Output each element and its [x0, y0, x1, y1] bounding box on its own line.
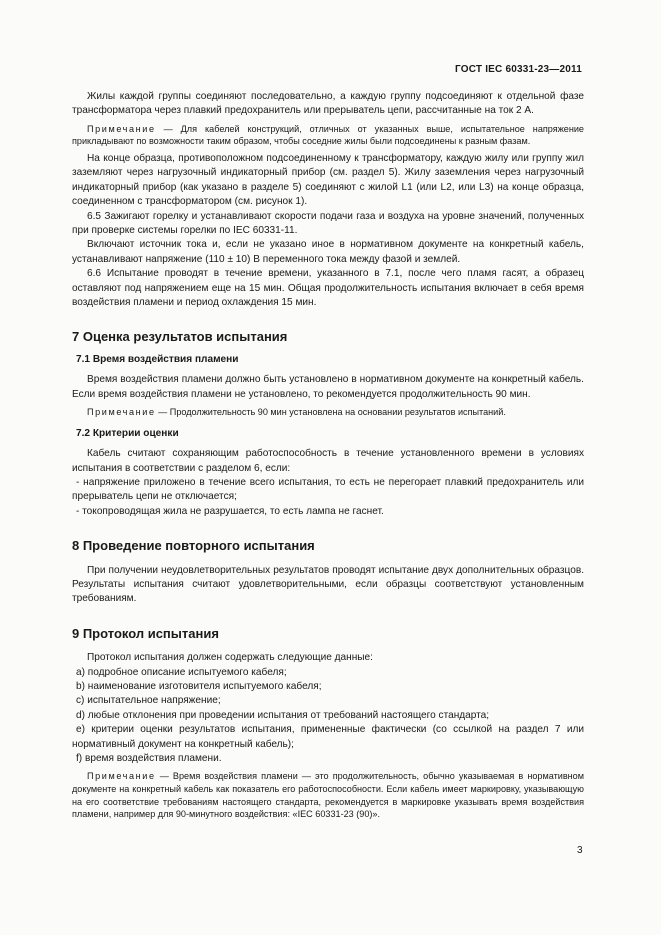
list-item: - токопроводящая жила не разрушается, то есть лампа не гаснет. [76, 505, 384, 517]
paragraph-7-1: Время воздействия пламени должно быть установлено в нормативном документе на конкретный кабель. Если время воздействия пламени не установлено, то рекомендуется продолжительность 90 мин. [72, 374, 584, 400]
subsection-7-2-title: 7.2 Критерии оценки [76, 427, 179, 439]
note-9 [72, 770, 584, 820]
note-label: Примечание [87, 407, 156, 418]
note-text: — Продолжительность 90 мин установлена на основании результатов испытаний. [155, 407, 506, 418]
criteria-list [72, 476, 584, 519]
paragraph-6-6: 6.6 Испытание проводят в течение времени, указанного в 7.1, после чего пламя гасят, а образец оставляют под напряжением еще на 15 мин. Общая продолжительность испытания включает в себя время воздействия пламени и период охлаждения 15 мин. [72, 268, 584, 309]
protocol-list [72, 666, 584, 767]
section-7-title: 7 Оценка результатов испытания [72, 329, 288, 345]
note-label: Примечание [87, 771, 156, 782]
list-item: f) время воздействия пламени. [76, 753, 222, 764]
paragraph-voltage: Включают источник тока и, если не указано иное в нормативном документе на конкретный кабель, устанавливают напряжение (110 ± 10) В переменного тока между фазой и землей. [72, 239, 584, 265]
note-text: — Для кабелей конструкций, отличных от указанных выше, испытательное напряжение прикладывают по возможности таким образом, чтобы соседние жилы были подсоединены к разным фазам. [72, 123, 584, 147]
paragraph-9-intro: Протокол испытания должен содержать следующие данные: [87, 652, 373, 664]
list-item: c) испытательное напряжение; [76, 695, 221, 707]
paragraph-6-5: 6.5 Зажигают горелку и устанавливают скорости подачи газа и воздуха на уровне значений, полученных при проверке системы горелки по IEC 60331-11. [72, 210, 584, 237]
note-phases [72, 123, 584, 148]
list-item: d) любые отклонения при проведении испытания от требований настоящего стандарта; [76, 709, 490, 721]
paragraph-7-2: Кабель считают сохраняющим работоспособность в течение установленного времени в условиях испытания в соответствии с разделом 6, если: [72, 448, 584, 474]
note-text: — Время воздействия пламени — это продолжительность, обычно указываемая в нормативном документе на конкретный кабель как показатель его работоспособности. Если кабель имеет маркировку, указывающую на его соответствие требованиям настоящего стандарта, рекомендуется в маркировке указывать время воздействия пламени, например для 90-минутного воздействия: «IEC 60331-23 (90)». [72, 771, 584, 820]
note-label: Примечание [87, 123, 156, 134]
subsection-7-1-title: 7.1 Время воздействия пламени [76, 353, 239, 365]
section-8-title: 8 Проведение повторного испытания [72, 538, 315, 554]
paragraph-8: При получении неудовлетворительных результатов проводят испытание двух дополнительных образцов. Результаты испытания считают удовлетворительными, если образцы соответствуют установленным требованиям. [72, 564, 584, 605]
list-item: b) наименование изготовителя испытуемого кабеля; [76, 680, 322, 692]
list-item: а) подробное описание испытуемого кабеля; [76, 666, 287, 678]
list-item: - напряжение приложено в течение всего испытания, то есть не перегорает плавкий предохранитель или прерыватель цепи не отключается; [72, 476, 584, 503]
section-9-title: 9 Протокол испытания [72, 625, 219, 641]
note-7-1 [72, 406, 584, 419]
paragraph-wiring: Жилы каждой группы соединяют последовательно, а каждую группу подсоединяют к отдельной фазе трансформатора через плавкий предохранитель или прерыватель цепи, рассчитанные на ток 2 А. [72, 91, 584, 117]
page-content [72, 90, 584, 821]
page-number: 3 [577, 845, 583, 856]
standard-header: ГОСТ IEC 60331-23—2011 [455, 64, 582, 75]
paragraph-grounding: На конце образца, противоположном подсоединенному к трансформатору, каждую жилу или группу жил заземляют через нагрузочный индикаторный прибор (см. раздел 5). Жилу заземления через нагрузочный индикаторный прибор (как указано в разделе 5) соединяют с жилой L1 (или L2, или L3) на конце образца, соединенном с трансформатором (см. рисунок 1). [72, 153, 584, 208]
list-item: e) критерии оценки результатов испытания, примененные фактически (со ссылкой на раздел 7 или нормативный документ на конкретный кабель); [72, 724, 584, 750]
